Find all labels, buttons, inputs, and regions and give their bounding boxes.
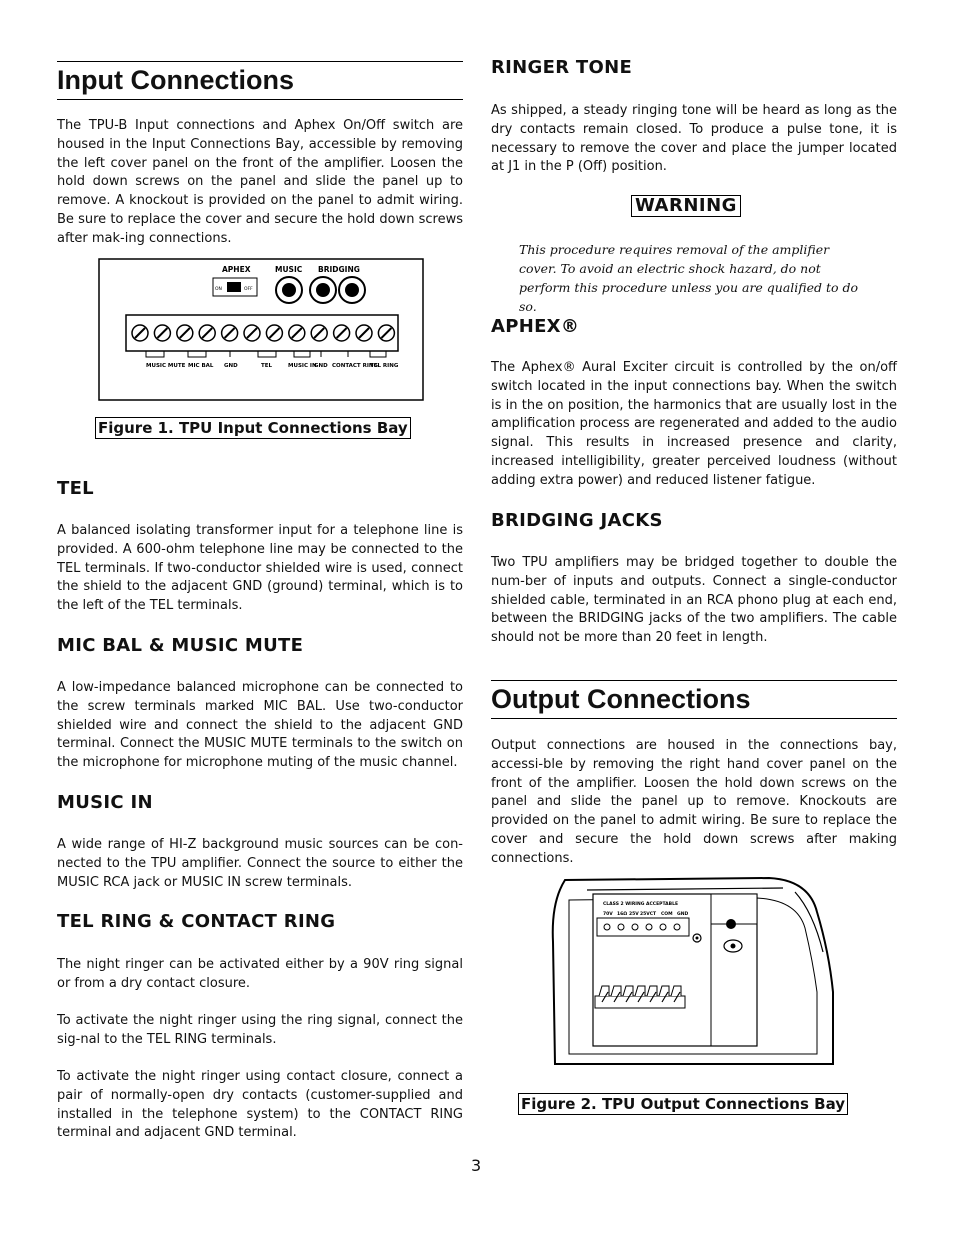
bridging-jack-2[interactable] <box>339 277 365 303</box>
input-connections-heading-box <box>57 61 463 100</box>
mic-bal-body: A low-impedance balanced microphone can be connected to the screw terminals marked MIC BAL. Use two-conductor shielded wire and connect the shield to the adjacent GND terminal. Connect the MUSIC MUTE terminals to the switch on the microphone for microphone muting of the music channel. <box>57 680 463 771</box>
output-indicator <box>726 919 736 929</box>
output-terminal-label: 70V <box>603 912 613 917</box>
terminal-label-gnd: GND <box>224 363 238 369</box>
figure-1-caption: Figure 1. TPU Input Connections Bay <box>95 417 411 439</box>
terminal-label-tel: TEL <box>261 363 273 369</box>
switch-off-label: OFF <box>244 287 253 292</box>
terminal-label-tel-ring: TEL RING <box>370 363 399 369</box>
input-bay-diagram <box>98 258 424 401</box>
music-label: MUSIC <box>275 265 303 274</box>
output-connections-heading-box <box>491 680 897 719</box>
bridging-label: BRIDGING <box>318 265 360 274</box>
music-in-body: A wide range of HI-Z background music sources can be con-nected to the TPU amplifier. Connect the source to either the MUSIC RCA jack or MUSIC IN screw terminals. <box>57 837 463 890</box>
tel-ring-body-1: The night ringer can be activated either by a 90V ring signal or from a dry contact closure. <box>57 957 463 991</box>
figure-2-caption: Figure 2. TPU Output Connections Bay <box>518 1093 848 1115</box>
output-terminal-label: 16Ω <box>617 912 628 917</box>
input-connections-title: Input Connections <box>57 65 294 95</box>
ringer-tone-body: As shipped, a steady ringing tone will be heard as long as the dry contacts remain closed. To produce a pulse tone, it is necessary to remove the cover and place the jumper located at J1 in the P (Off) position. <box>491 103 897 175</box>
output-terminal-label: 25V <box>629 912 639 917</box>
output-terminal-label: 25VCT <box>640 912 657 917</box>
output-terminal-label: GND <box>677 912 689 917</box>
mic-bal-heading: MIC BAL & MUSIC MUTE <box>57 635 304 656</box>
terminal-label-gnd-2: GND <box>314 363 328 369</box>
tel-ring-heading: TEL RING & CONTACT RING <box>57 911 336 932</box>
tel-ring-body-2: To activate the night ringer using the ring signal, connect the sig-nal to the TEL RING terminals. <box>57 1013 463 1047</box>
output-connections-title: Output Connections <box>491 684 751 714</box>
tel-heading: TEL <box>57 478 94 499</box>
bridging-jack-1[interactable] <box>310 277 336 303</box>
output-connections-body: Output connections are housed in the connections bay, accessi-ble by removing the right hand cover panel on the front of the amplifier. Loosen the hold down screws on the panel and slide the panel up to remove. Knockouts are provided on the panel to admit wiring. Be sure to replace the cover and secure the hold down screws after making connections. <box>491 738 897 866</box>
warning-label: WARNING <box>631 195 741 217</box>
bridging-jacks-heading: BRIDGING JACKS <box>491 510 663 531</box>
bridging-jacks-body: Two TPU amplifiers may be bridged together to double the num-ber of inputs and outputs. Connect a single-conductor shielded cable, terminated in an RCA phono plug at each end, between the BRIDGING jacks of the two amplifiers. The cable should not be more than 20 feet in length. <box>491 555 897 646</box>
class-2-wiring-label: CLASS 2 WIRING ACCEPTABLE <box>603 902 679 907</box>
output-terminal-label: COM <box>661 912 673 917</box>
aphex-heading: APHEX® <box>491 316 580 337</box>
figure-2-output-bay <box>547 872 837 1072</box>
terminal-label-contact-ring: CONTACT RING <box>332 363 378 369</box>
terminal-label-mic-bal: MIC BAL <box>188 363 214 369</box>
aphex-body: The Aphex® Aural Exciter circuit is controlled by the on/off switch located in the input connections bay. When the switch is in the on position, the harmonics that are usually lost in the amplification process are regenerated and added to the audio signal. This results in increased presence and clarity, increased intelligibility, greater perceived loudness (without adding extra power) and reduced listener fatigue. <box>491 360 897 488</box>
switch-on-label: ON <box>215 287 222 292</box>
figure-1-input-bay <box>98 258 424 401</box>
music-jack[interactable] <box>276 277 302 303</box>
terminal-label-music-in: MUSIC IN <box>288 363 317 369</box>
music-in-heading: MUSIC IN <box>57 792 153 813</box>
input-connections-body: The TPU-B Input connections and Aphex On/Off switch are housed in the Input Connections Bay, accessible by removing the left cover panel on the front of the amplifier. Loosen the hold down screws on the panel and slide the panel up to remove. A knockout is provided on the panel to admit wiring. Be sure to replace the cover and secure the hold down screws after mak-ing connections. <box>57 118 463 246</box>
tel-body: A balanced isolating transformer input for a telephone line is provided. A 600-ohm telephone line may be connected to the TEL terminals. If two-conductor shielded wire is used, connect the shield to the adjacent GND (ground) terminal, which is to the left of the TEL terminals. <box>57 523 463 614</box>
tel-ring-body-3: To activate the night ringer using contact closure, connect a pair of normally-open dry contacts (customer-supplied and installed in the telephone system) to the CONTACT RING terminal and adjacent GND terminal. <box>57 1069 463 1141</box>
aphex-label: APHEX <box>222 265 251 274</box>
terminal-label-music-mute: MUSIC MUTE <box>146 363 186 369</box>
warning-text: This procedure requires removal of the amplifier cover. To avoid an electric shock hazard, do not perform this procedure unless you are qualified to do so. <box>519 242 859 314</box>
page-number: 3 <box>471 1156 482 1175</box>
ringer-tone-heading: RINGER TONE <box>491 57 633 78</box>
output-bay-diagram <box>547 872 837 1072</box>
